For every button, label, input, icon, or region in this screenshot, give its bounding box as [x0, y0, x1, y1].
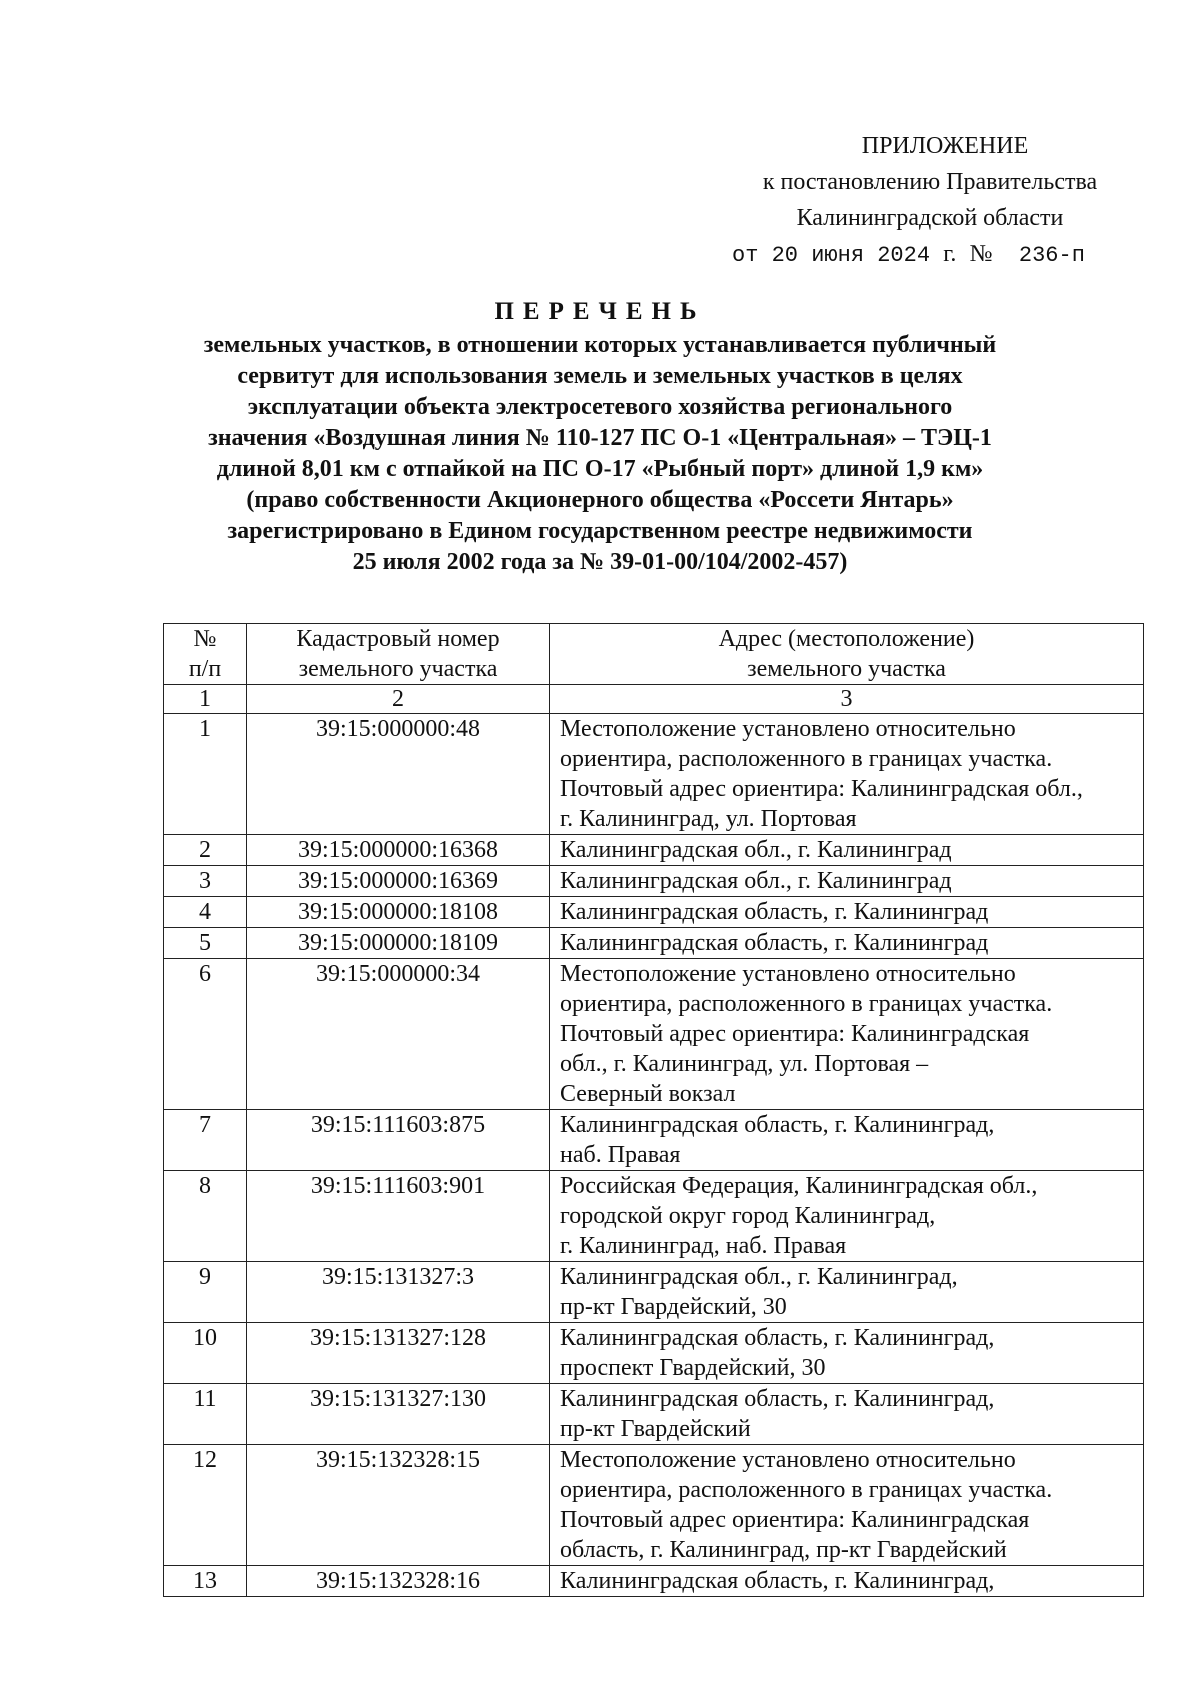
document-title: ПЕРЕЧЕНЬ — [494, 298, 706, 325]
cadastral-number: 39:15:131327:128 — [247, 1323, 550, 1384]
address-line: проспект Гвардейский, 30 — [560, 1355, 826, 1381]
heading-line: (право собственности Акционерного общества «Россети Янтарь» — [246, 487, 954, 513]
header-cadastral — [247, 624, 550, 685]
address-line: пр-кт Гвардейский — [560, 1416, 751, 1442]
table-row — [164, 1323, 1144, 1384]
plot-address — [550, 1384, 1144, 1445]
plot-address — [550, 835, 1144, 866]
row-number: 8 — [164, 1171, 247, 1262]
heading-line: 25 июля 2002 года за № 39-01-00/104/2002-457) — [352, 549, 848, 575]
land-plots-table — [163, 623, 1144, 1597]
address-line: обл., г. Калининград, ул. Портовая – — [560, 1051, 929, 1077]
table-row — [164, 1110, 1144, 1171]
address-line: городской округ город Калининград, — [560, 1203, 936, 1229]
column-index: 2 — [247, 685, 550, 714]
address-line: Северный вокзал — [560, 1081, 736, 1107]
header-num — [164, 624, 247, 685]
address-line: Калининградская область, г. Калининград — [560, 899, 989, 925]
plot-address — [550, 714, 1144, 835]
address-line: Калининградская область, г. Калининград, — [560, 1325, 995, 1351]
row-number: 2 — [164, 835, 247, 866]
header-num-line: № — [193, 626, 217, 652]
address-line: Калининградская область, г. Калининград, — [560, 1112, 995, 1138]
row-number: 12 — [164, 1445, 247, 1566]
table-row — [164, 1262, 1144, 1323]
heading-line: земельных участков, в отношении которых устанавливается публичный — [203, 332, 997, 358]
table-header-row — [164, 624, 1144, 685]
table-row — [164, 1445, 1144, 1566]
row-number: 3 — [164, 866, 247, 897]
column-index: 3 — [550, 685, 1144, 714]
row-number: 1 — [164, 714, 247, 835]
header-cad-line: Кадастровый номер — [296, 626, 500, 652]
header-num-line: п/п — [188, 656, 222, 682]
row-number: 9 — [164, 1262, 247, 1323]
address-line: Почтовый адрес ориентира: Калининградская — [560, 1507, 1030, 1533]
row-number: 10 — [164, 1323, 247, 1384]
address-line: наб. Правая — [560, 1142, 681, 1168]
plot-address — [550, 1566, 1144, 1597]
table-row — [164, 1384, 1144, 1445]
heading-line: значения «Воздушная линия № 110-127 ПС О-1 «Центральная» – ТЭЦ-1 — [208, 425, 992, 451]
table-row — [164, 866, 1144, 897]
cadastral-number: 39:15:000000:34 — [247, 959, 550, 1110]
table-row — [164, 959, 1144, 1110]
cadastral-number: 39:15:000000:18109 — [247, 928, 550, 959]
address-line: Почтовый адрес ориентира: Калининградская обл., — [560, 776, 1083, 802]
appendix-date-g: г. — [943, 241, 957, 267]
row-number: 13 — [164, 1566, 247, 1597]
table-row — [164, 928, 1144, 959]
address-line: Калининградская область, г. Калининград, — [560, 1386, 995, 1412]
cadastral-number: 39:15:111603:875 — [247, 1110, 550, 1171]
plot-address — [550, 866, 1144, 897]
cadastral-number: 39:15:000000:18108 — [247, 897, 550, 928]
address-line: область, г. Калининград, пр-кт Гвардейский — [560, 1537, 1007, 1563]
column-index-row — [164, 685, 1144, 714]
address-line: ориентира, расположенного в границах участка. — [560, 991, 1053, 1017]
appendix-date-line — [700, 236, 1160, 274]
cadastral-number: 39:15:132328:15 — [247, 1445, 550, 1566]
heading-line: зарегистрировано в Едином государственном реестре недвижимости — [227, 518, 973, 544]
table-row — [164, 1171, 1144, 1262]
header-address — [550, 624, 1144, 685]
appendix-line-2: Калининградской области — [796, 205, 1064, 231]
plot-address — [550, 1445, 1144, 1566]
address-line: Калининградская обл., г. Калининград — [560, 868, 952, 894]
address-line: Калининградская область, г. Калининград — [560, 930, 989, 956]
address-line: Калининградская обл., г. Калининград — [560, 837, 952, 863]
row-number: 5 — [164, 928, 247, 959]
appendix-number: 236-п — [1018, 243, 1085, 268]
appendix-title: ПРИЛОЖЕНИЕ — [861, 133, 1029, 159]
plot-address — [550, 959, 1144, 1110]
appendix-date: от 20 июня 2024 — [732, 243, 931, 268]
cadastral-number: 39:15:132328:16 — [247, 1566, 550, 1597]
row-number: 7 — [164, 1110, 247, 1171]
cadastral-number: 39:15:000000:16368 — [247, 835, 550, 866]
heading-line: сервитут для использования земель и земельных участков в целях — [237, 363, 963, 389]
plot-address — [550, 897, 1144, 928]
header-addr-line: Адрес (местоположение) — [718, 626, 975, 652]
plot-address — [550, 928, 1144, 959]
plot-address — [550, 1323, 1144, 1384]
column-index: 1 — [164, 685, 247, 714]
appendix-number-sign: № — [969, 241, 993, 267]
cadastral-number: 39:15:111603:901 — [247, 1171, 550, 1262]
table-row — [164, 714, 1144, 835]
plot-address — [550, 1171, 1144, 1262]
address-line: ориентира, расположенного в границах участка. — [560, 746, 1053, 772]
appendix-line-1: к постановлению Правительства — [762, 169, 1098, 195]
plot-address — [550, 1110, 1144, 1171]
table-row — [164, 835, 1144, 866]
row-number: 11 — [164, 1384, 247, 1445]
address-line: Калининградская область, г. Калининград, — [560, 1568, 995, 1594]
row-number: 6 — [164, 959, 247, 1110]
document-heading — [150, 296, 1050, 578]
address-line: Калининградская обл., г. Калининград, — [560, 1264, 958, 1290]
cadastral-number: 39:15:131327:130 — [247, 1384, 550, 1445]
heading-line: эксплуатации объекта электросетевого хозяйства регионального — [247, 394, 953, 420]
cadastral-number: 39:15:131327:3 — [247, 1262, 550, 1323]
address-line: Местоположение установлено относительно — [560, 716, 1016, 742]
cadastral-number: 39:15:000000:48 — [247, 714, 550, 835]
address-line: Почтовый адрес ориентира: Калининградская — [560, 1021, 1030, 1047]
table-row — [164, 897, 1144, 928]
header-addr-line: земельного участка — [747, 656, 946, 682]
address-line: ориентира, расположенного в границах участка. — [560, 1477, 1053, 1503]
heading-line: длиной 8,01 км с отпайкой на ПС О-17 «Рыбный порт» длиной 1,9 км» — [216, 456, 984, 482]
address-line: г. Калининград, ул. Портовая — [560, 806, 857, 832]
heading-lines — [150, 330, 1050, 578]
appendix-block — [700, 128, 1160, 274]
cadastral-number: 39:15:000000:16369 — [247, 866, 550, 897]
address-line: Местоположение установлено относительно — [560, 961, 1016, 987]
table-row — [164, 1566, 1144, 1597]
header-cad-line: земельного участка — [298, 656, 498, 682]
row-number: 4 — [164, 897, 247, 928]
address-line: Российская Федерация, Калининградская обл., — [560, 1173, 1038, 1199]
plot-address — [550, 1262, 1144, 1323]
table-body — [164, 714, 1144, 1597]
address-line: пр-кт Гвардейский, 30 — [560, 1294, 787, 1320]
address-line: Местоположение установлено относительно — [560, 1447, 1016, 1473]
address-line: г. Калининград, наб. Правая — [560, 1233, 847, 1259]
